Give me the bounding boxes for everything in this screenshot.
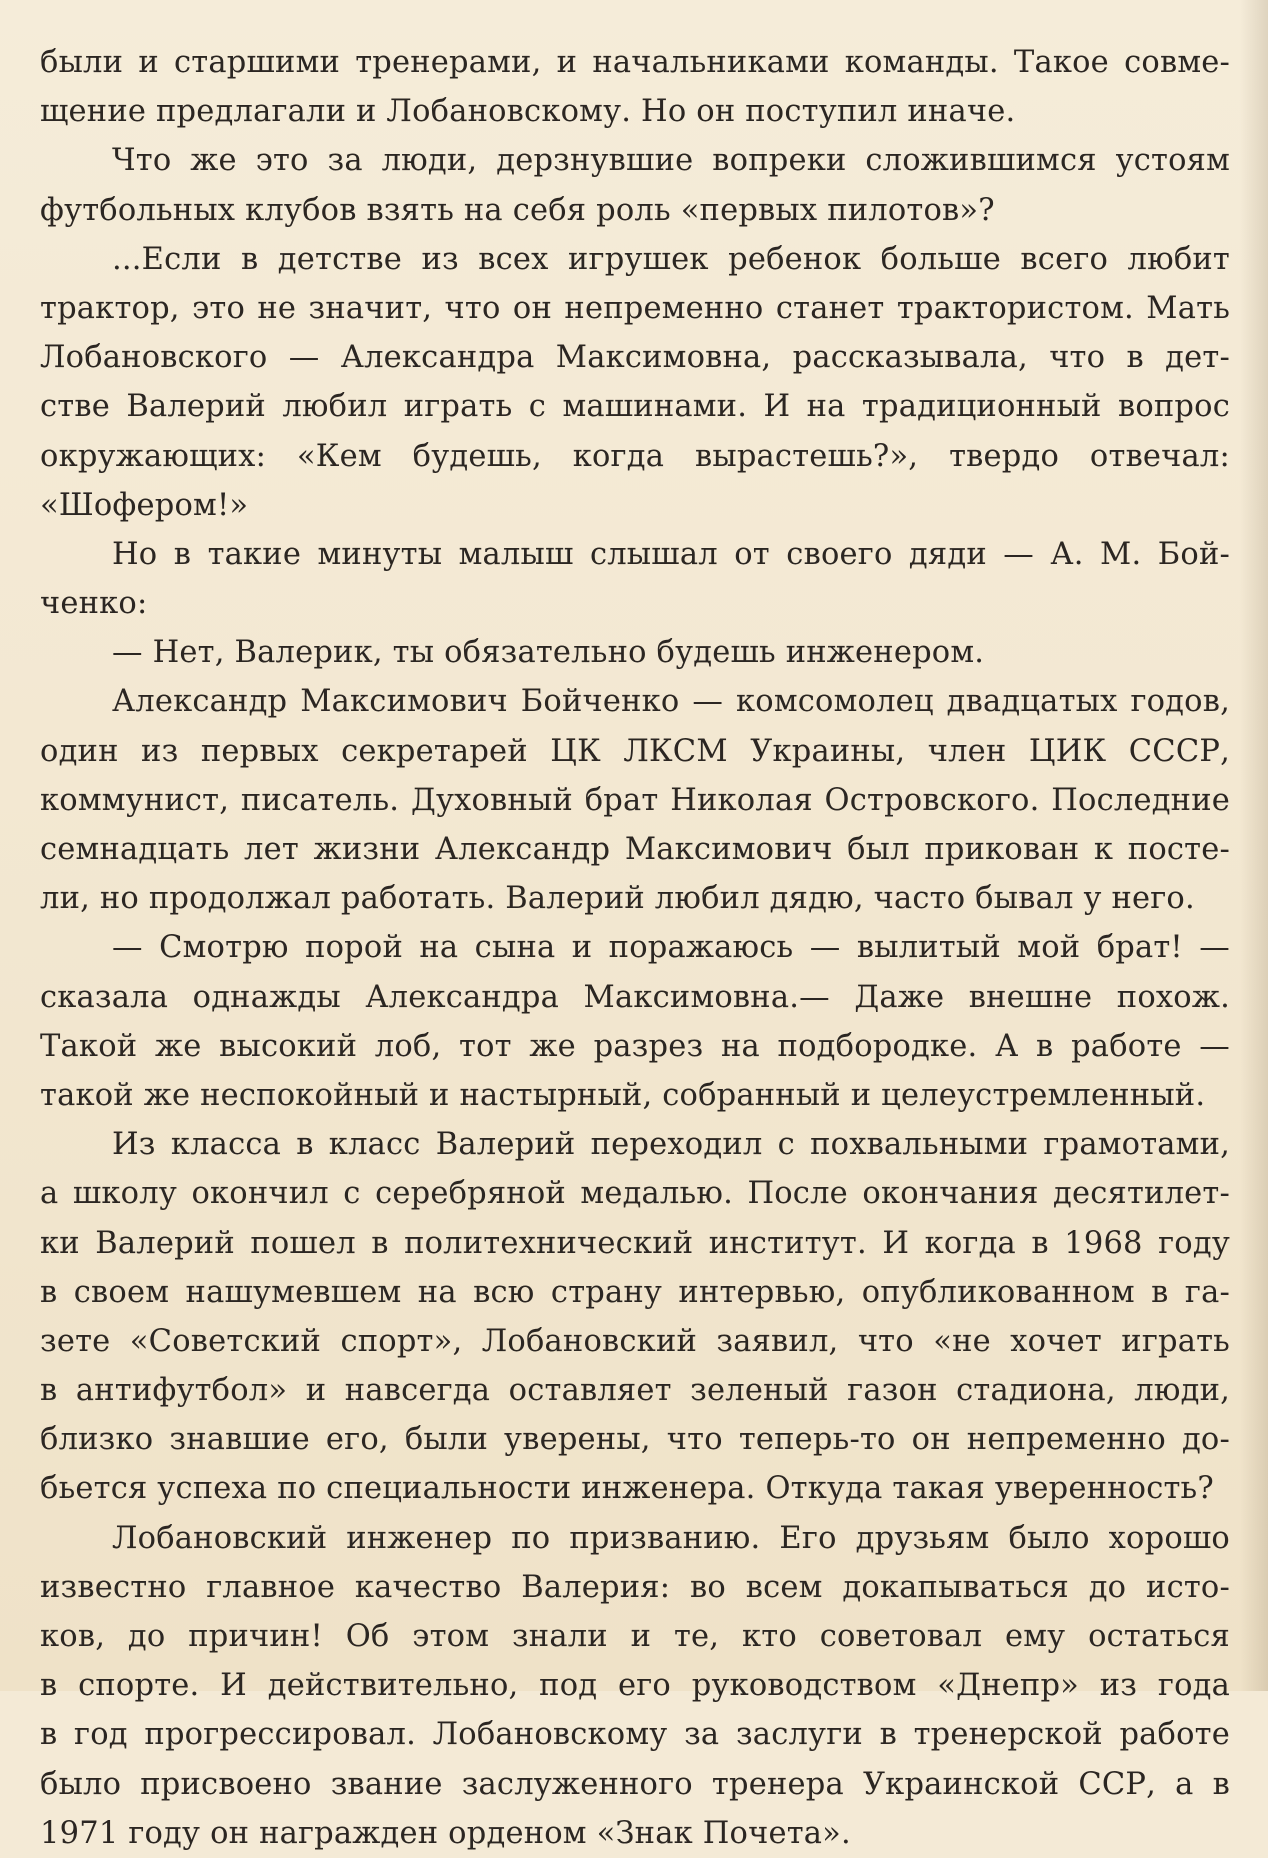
text-line: Что же это за люди, дерзнувшие вопреки сложившимся устоям: [112, 143, 1230, 179]
text-line: в антифутбол» и навсегда оставляет зеленый газон стадиона, люди,: [40, 1373, 1230, 1409]
text-line: ченко:: [40, 586, 148, 622]
text-line: один из первых секретарей ЦК ЛКСМ Украины, член ЦИК СССР,: [40, 733, 1230, 769]
text-line: ли, но продолжал работать. Валерий любил дядю, часто бывал у него.: [40, 881, 1195, 917]
text-line: бьется успеха по специальности инженера. Откуда такая уверенность?: [40, 1471, 1214, 1507]
text-line: окружающих: «Кем будешь, когда вырастешь?», твердо отвечал:: [40, 438, 1230, 474]
page-text: [40, 38, 1230, 1858]
text-line: в своем нашумевшем на всю страну интервью, опубликованном в га-: [40, 1274, 1230, 1310]
text-line: известно главное качество Валерия: во всем докапываться до исто-: [40, 1569, 1230, 1605]
text-line: коммунист, писатель. Духовный брат Николая Островского. Последние: [40, 782, 1230, 818]
text-line: ...Если в детстве из всех игрушек ребенок больше всего любит: [112, 241, 1230, 277]
text-line: такой же неспокойный и настырный, собранный и целеустремленный.: [40, 1077, 1206, 1113]
text-line: семнадцать лет жизни Александр Максимович был прикован к посте-: [40, 832, 1230, 867]
text-line: были и старшими тренерами, и начальниками команды. Такое совме-: [40, 45, 1230, 80]
text-line: Такой же высокий лоб, тот же разрез на подбородке. А в работе —: [40, 1028, 1230, 1064]
text-line: зете «Советский спорт», Лобановский заявил, что «не хочет играть: [40, 1323, 1230, 1359]
text-line: Но в такие минуты малыш слышал от своего дяди — А. М. Бой-: [112, 536, 1230, 572]
text-line: а школу окончил с серебряной медалью. После окончания десятилет-: [40, 1176, 1230, 1212]
text-line: в спорте. И действительно, под его руководством «Днепр» из года: [40, 1668, 1230, 1704]
text-line: близко знавшие его, были уверены, что теперь-то он непременно до-: [40, 1422, 1230, 1458]
text-line: сказала однажды Александра Максимовна.— Даже внешне похож.: [40, 979, 1230, 1015]
text-line: ков, до причин! Об этом знали и те, кто советовал ему остаться: [40, 1619, 1230, 1654]
text-line: в год прогрессировал. Лобановскому за заслуги в тренерской работе: [40, 1717, 1230, 1753]
text-line: было присвоено звание заслуженного тренера Украинской ССР, а в: [40, 1766, 1230, 1802]
text-line: «Шофером!»: [40, 487, 249, 523]
text-line: Лобановский инженер по призванию. Его друзьям было хорошо: [112, 1520, 1230, 1556]
text-line: Александр Максимович Бойченко — комсомолец двадцатых годов,: [112, 684, 1230, 720]
text-line: — Нет, Валерик, ты обязательно будешь инженером.: [112, 635, 985, 671]
text-line: Лобановского — Александра Максимовна, рассказывала, что в дет-: [40, 340, 1230, 376]
text-line: щение предлагали и Лобановскому. Но он поступил иначе.: [40, 94, 1016, 130]
text-line: ки Валерий пошел в политехнический институт. И когда в 1968 году: [40, 1225, 1230, 1261]
text-line: Из класса в класс Валерий переходил с похвальными грамотами,: [112, 1127, 1230, 1163]
text-line: стве Валерий любил играть с машинами. И на традиционный вопрос: [40, 389, 1230, 425]
text-line: — Смотрю порой на сына и поражаюсь — вылитый мой брат! —: [112, 930, 1230, 966]
text-line: футбольных клубов взять на себя роль «первых пилотов»?: [40, 192, 995, 228]
text-line: 1971 году он награжден орденом «Знак Почета».: [40, 1815, 851, 1851]
text-line: трактор, это не значит, что он непременно станет трактористом. Мать: [40, 290, 1230, 326]
